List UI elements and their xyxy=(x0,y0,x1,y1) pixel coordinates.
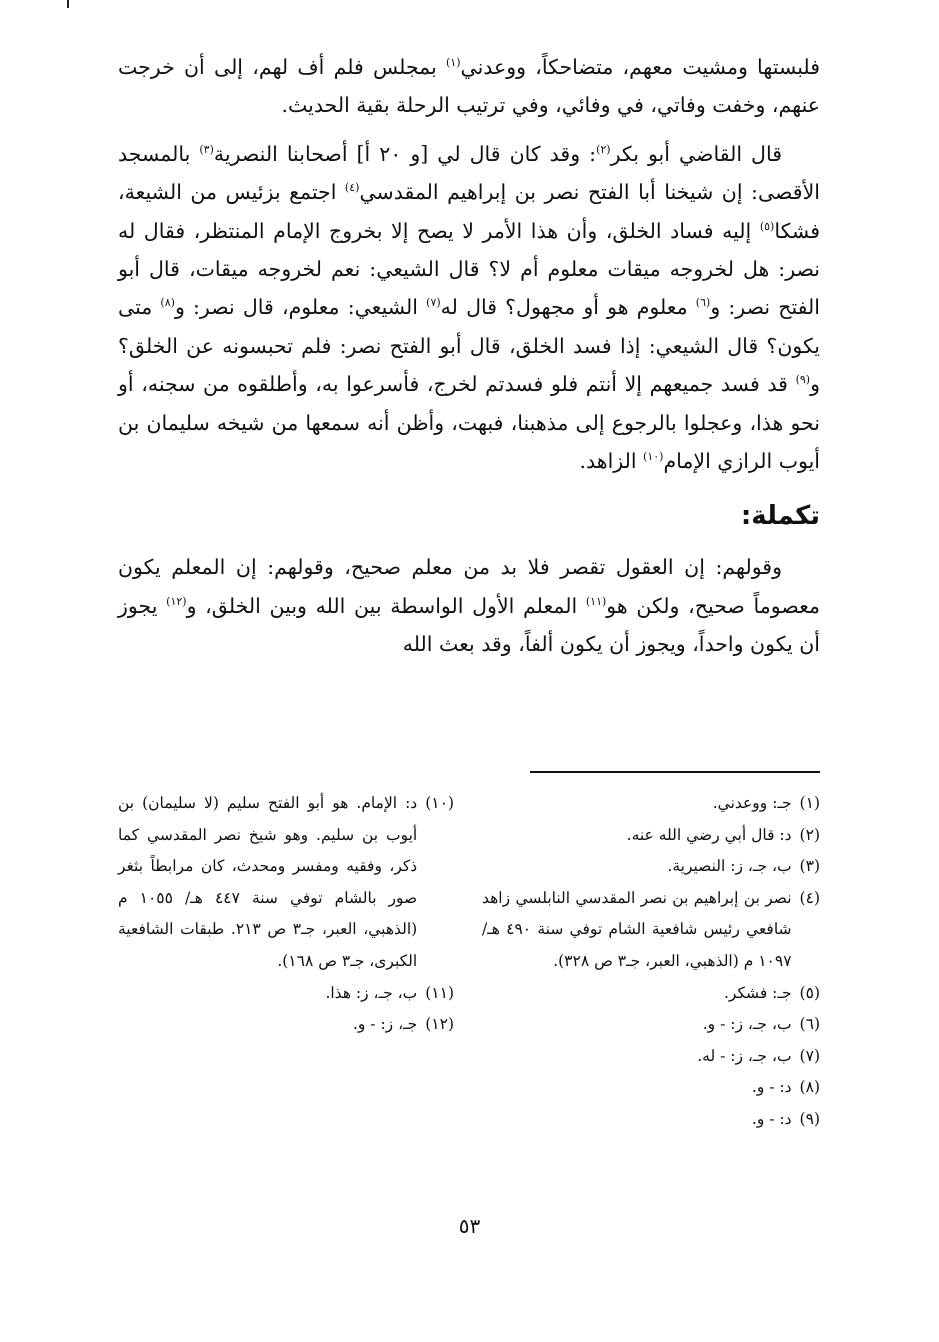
main-text xyxy=(118,48,820,664)
footnote-item xyxy=(482,820,820,852)
text-run: قد فسد جميعهم إلا أنتم فلو فسدتم لخرج، فأسرعوا به، وأطلقوه من سجنه، أو نحو هذا، وعجلوا بالرجوع إلى مذهبنا، فبهت، وأظن أنه سمعها من شيخه سليمان بن أيوب الرازي الإمام xyxy=(118,372,820,474)
footnote-ref[interactable]: (٤) xyxy=(344,181,360,195)
text-run: قال القاضي أبو بكر xyxy=(610,141,782,166)
footnotes-left-column xyxy=(118,788,454,1041)
text-run: بالمسجد الأقصى: إن شيخنا أبا الفتح نصر بن إبراهيم المقدسي xyxy=(118,141,820,205)
footnote-number: (٢) xyxy=(799,825,820,844)
footnotes-right-column xyxy=(482,788,820,1136)
footnote-item xyxy=(118,788,454,978)
footnote-ref[interactable]: (٨) xyxy=(160,296,175,310)
text-run: بمجلس فلم أف لهم، إلى أن خرجت عنهم، وخفت وفاتي، في وفائي، وفي ترتيب الرحلة بقية الحديث. xyxy=(118,55,820,118)
footnote-text: جـ، ز: - و. xyxy=(352,1015,418,1034)
footnote-text: جـ: ووعدني. xyxy=(712,794,792,812)
footnote-ref[interactable]: (٧) xyxy=(426,296,441,310)
footnote-number: (٣) xyxy=(799,857,820,876)
text-run: : وقد كان قال لي [و ٢٠ أ] أصحابنا النصرية xyxy=(213,141,597,166)
footnote-text: د: - و. xyxy=(751,1109,792,1128)
footnote-item xyxy=(118,978,454,1010)
text-run: وقولهم: إن العقول تقصر فلا بد من معلم صحيح، وقولهم: إن المعلم يكون معصوماً صحيح، ولكن هو xyxy=(118,555,820,618)
section-heading: تكملة: xyxy=(740,501,820,532)
text-run: الزاهد. xyxy=(579,449,644,474)
footnote-text: جـ: فشكر. xyxy=(723,983,792,1002)
footnote-number: (٦) xyxy=(799,1015,820,1034)
footnote-number: (٧) xyxy=(799,1046,820,1065)
footnote-ref[interactable]: (٢) xyxy=(596,142,611,156)
footnote-number: (١٢) xyxy=(425,1015,454,1034)
text-run: يجوز أن يكون واحداً، ويجوز أن يكون ألفاً، وقد بعث الله xyxy=(118,593,820,657)
footnote-number: (٥) xyxy=(799,983,820,1002)
footnote-item xyxy=(482,1009,820,1041)
footnote-item xyxy=(482,788,820,820)
footnote-text: د: قال أبي رضي الله عنه. xyxy=(626,825,792,844)
footnote-text: ب، جـ، ز: هذا. xyxy=(325,983,418,1002)
scan-mark xyxy=(67,0,69,8)
footnote-number: (١٠) xyxy=(425,794,454,812)
footnote-ref[interactable]: (٦) xyxy=(695,296,711,310)
paragraph-2 xyxy=(118,135,820,481)
text-run: الشيعي: معلوم، قال نصر: و xyxy=(174,295,427,320)
footnote-ref[interactable]: (١) xyxy=(445,56,461,70)
paragraph-3 xyxy=(118,548,820,663)
footnote-item xyxy=(482,978,820,1010)
footnote-number: (٨) xyxy=(799,1078,820,1097)
text-run: متى يكون؟ قال الشيعي: إذا فسد الخلق، قال أبو الفتح نصر: فلم تحبسونه عن الخلق؟ و xyxy=(118,295,820,397)
footnote-item xyxy=(118,1009,454,1041)
footnote-number: (٤) xyxy=(799,888,820,907)
text-run: معلوم هو أو مجهول؟ قال له xyxy=(440,295,696,320)
footnote-number: (١) xyxy=(799,794,820,812)
footnote-item xyxy=(482,851,820,883)
footnote-number: (١١) xyxy=(425,983,454,1002)
footnote-ref[interactable]: (٥) xyxy=(759,219,775,233)
footnote-ref[interactable]: (١٠) xyxy=(643,450,664,464)
footnote-number: (٩) xyxy=(799,1109,820,1128)
footnote-ref[interactable]: (١٢) xyxy=(166,595,187,609)
footnote-text: ب، جـ، ز: - و. xyxy=(702,1015,792,1034)
footnote-ref[interactable]: (٩) xyxy=(795,373,811,387)
text-run: فلبستها ومشيت معهم، متضاحكاً، ووعدني xyxy=(460,55,821,79)
footnote-text: نصر بن إبراهيم بن نصر المقدسي النابلسي زاهد شافعي رئيس شافعية الشام توفي سنة ٤٩٠ هـ/ ١٠٩٧ م (الذهبي، العبر، جـ٣ ص ٣٢٨). xyxy=(482,888,792,970)
footnote-item xyxy=(482,1072,820,1104)
paragraph-1 xyxy=(118,48,820,125)
footnote-text: د: - و. xyxy=(751,1078,792,1097)
footnote-text: د: الإمام. هو أبو الفتح سليم (لا سليمان) بن أيوب بن سليم. وهو شيخ نصر المقدسي كما ذكر، وفقيه ومفسر ومحدث، كان مرابطاً بثغر صور بالشام توفي سنة ٤٤٧ هـ/ ١٠٥٥ م (الذهبي، العبر، جـ٣ ص ٢١٣. طبقات الشافعية الكبرى، جـ٣ ص ١٦٨). xyxy=(118,794,418,970)
footnote-item xyxy=(482,883,820,978)
text-run: المعلم الأول الواسطة بين الله وبين الخلق، و xyxy=(186,593,586,618)
footnote-item xyxy=(482,1104,820,1136)
footnote-text: ب، جـ، ز: - له. xyxy=(697,1046,792,1065)
footnote-item xyxy=(482,1041,820,1073)
footnote-text: ب، جـ، ز: النصيرية. xyxy=(667,857,792,876)
footnote-ref[interactable]: (٣) xyxy=(199,142,214,156)
text-run: اجتمع بزئيس من الشيعة، فشكا xyxy=(118,180,820,243)
footnote-divider xyxy=(530,771,820,773)
footnote-ref[interactable]: (١١) xyxy=(585,595,607,609)
text-run: إليه فساد الخلق، وأن هذا الأمر لا يصح إلا بخروج الإمام المنتظر، فقال له نصر: هل لخروجه ميقات معلوم أم لا؟ قال الشيعي: نعم لخروجه ميقات، قال أبو الفتح نصر: و xyxy=(118,218,820,320)
page-number: ٥٣ xyxy=(458,1214,481,1238)
